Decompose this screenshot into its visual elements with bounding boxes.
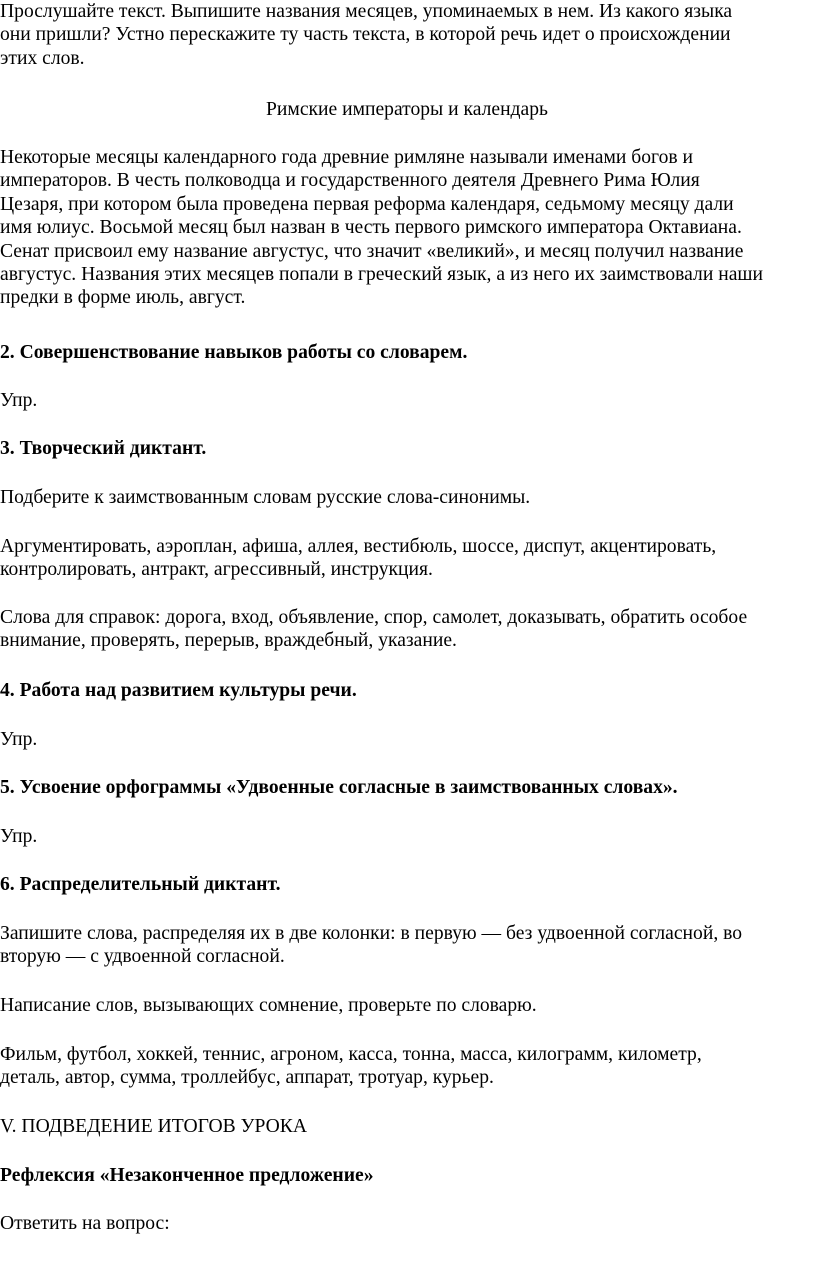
intro-line: этих слов.: [0, 47, 85, 69]
story-line: Сенат присвоил ему название августус, что значит «великий», и месяц получил название: [0, 240, 744, 262]
section-4-heading: 4. Работа над развитием культуры речи.: [0, 680, 357, 701]
section-6-check: Написание слов, вызывающих сомнение, проверьте по словарю.: [0, 995, 537, 1016]
intro-paragraph: [0, 0, 814, 70]
task-line: Запишите слова, распределяя их в две колонки: в первую — без удвоенной согласной, во: [0, 923, 743, 944]
intro-line: Прослушайте текст. Выпишите названия месяцев, упоминаемых в нем. Из какого языка: [0, 1, 733, 22]
section-2-heading: 2. Совершенствование навыков работы со словарем.: [0, 342, 468, 363]
words-line: деталь, автор, сумма, троллейбус, аппарат, тротуар, курьер.: [0, 1067, 494, 1089]
section-6-heading: 6. Распределительный диктант.: [0, 874, 281, 895]
words-line: Аргументировать, аэроплан, афиша, аллея, вестибюль, шоссе, диспут, акцентировать,: [0, 536, 717, 557]
task-line: вторую — с удвоенной согласной.: [0, 946, 285, 968]
intro-line: они пришли? Устно перескажите ту часть текста, в которой речь идет о происхождении: [0, 24, 731, 46]
story-line: Некоторые месяцы календарного года древние римляне называли именами богов и: [0, 147, 694, 168]
section-6-task: [0, 922, 814, 969]
section-3-heading: 3. Творческий диктант.: [0, 438, 207, 459]
story-line: имя юлиус. Восьмой месяц был назван в честь первого римского императора Октавиана.: [0, 217, 742, 239]
section-2-text: Упр.: [0, 390, 38, 411]
story-line: августус. Названия этих месяцев попали в греческий язык, а из него их заимствовали наши: [0, 264, 763, 286]
story-line: Цезаря, при котором была проведена первая реформа календаря, седьмому месяцу дали: [0, 193, 734, 215]
words-line: контролировать, антракт, агрессивный, инструкция.: [0, 559, 433, 581]
story-paragraph: [0, 146, 814, 310]
reflection-heading: Рефлексия «Незаконченное предложение»: [0, 1165, 374, 1186]
story-line: императоров. В честь полководца и государственного деятеля Древнего Рима Юлия: [0, 170, 700, 192]
story-title: Римские императоры и календарь: [266, 99, 548, 120]
reference-line: внимание, проверять, перерыв, враждебный, указание.: [0, 630, 457, 652]
section-3-reference: [0, 606, 814, 653]
section-3-task: Подберите к заимствованным словам русские слова-синонимы.: [0, 487, 531, 508]
reference-line: Слова для справок: дорога, вход, объявление, спор, самолет, доказывать, обратить особое: [0, 607, 748, 628]
reflection-text: Ответить на вопрос:: [0, 1213, 170, 1234]
section-5-heading: 5. Усвоение орфограммы «Удвоенные согласные в заимствованных словах».: [0, 777, 678, 798]
words-line: Фильм, футбол, хоккей, теннис, агроном, касса, тонна, масса, килограмм, километр,: [0, 1044, 702, 1065]
section-3-words: [0, 535, 814, 582]
section-v-heading: V. ПОДВЕДЕНИЕ ИТОГОВ УРОКА: [0, 1116, 307, 1137]
section-6-words: [0, 1043, 814, 1090]
story-line: предки в форме июль, август.: [0, 287, 246, 309]
section-5-text: Упр.: [0, 826, 38, 847]
section-4-text: Упр.: [0, 729, 38, 750]
